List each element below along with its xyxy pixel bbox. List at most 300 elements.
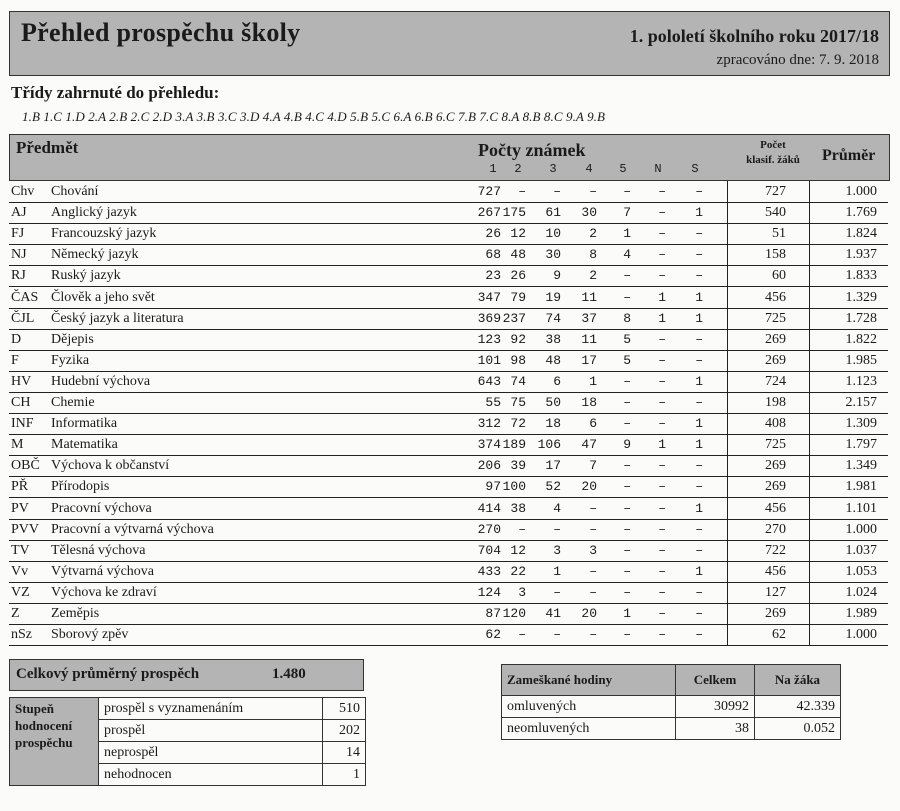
subject-name: Fyzika: [51, 352, 90, 368]
grade-col-header: 1: [489, 162, 497, 176]
classified-count: 724: [765, 373, 786, 389]
grade-count: –: [623, 395, 631, 410]
subject-code: ČJL: [11, 310, 35, 326]
grade-count: 20: [581, 479, 597, 495]
grade-count: 1: [695, 416, 703, 432]
subject-name: Výtvarná výchova: [51, 563, 155, 579]
grade-count: 414: [477, 500, 501, 516]
processed-date: zpracováno dne: 7. 9. 2018: [716, 52, 879, 68]
subject-name: Ruský jazyk: [51, 268, 121, 284]
grade-count: –: [658, 247, 666, 263]
grade-col-header: N: [654, 162, 662, 176]
grade-count: 74: [545, 310, 561, 326]
subject-code: INF: [11, 416, 34, 432]
subject-code: ČAS: [11, 289, 39, 305]
classified-count: 725: [765, 310, 786, 326]
column-divider: [809, 434, 810, 455]
column-divider: [809, 455, 810, 476]
table-row: [9, 223, 888, 245]
classified-count: 198: [765, 395, 786, 410]
subject-code: F: [11, 352, 19, 368]
stage-table: [9, 697, 366, 786]
grade-count: 123: [477, 331, 501, 347]
grade-count: 48: [545, 352, 561, 368]
grade-count: 68: [485, 247, 501, 263]
column-divider: [727, 498, 728, 519]
grade-count: –: [658, 500, 666, 516]
stage-item-label: prospěl: [99, 720, 323, 742]
subject-name: Výchova ke zdraví: [51, 584, 157, 600]
column-divider: [809, 181, 810, 202]
average: 1.728: [845, 310, 877, 326]
column-divider: [727, 308, 728, 329]
grade-count: 270: [477, 521, 501, 537]
classified-count: 62: [772, 627, 786, 643]
absence-table: [501, 664, 841, 740]
subject-name: Tělesná výchova: [51, 542, 146, 558]
page-title: Přehled prospěchu školy: [21, 18, 301, 47]
column-divider: [727, 223, 728, 244]
classified-count: 456: [765, 563, 786, 579]
grade-count: 4: [623, 247, 631, 263]
column-divider: [809, 265, 810, 286]
average: 1.000: [845, 184, 877, 199]
grade-count: 9: [553, 268, 561, 284]
table-row: [9, 603, 888, 625]
grade-count: 643: [477, 373, 501, 389]
grade-count: 52: [545, 479, 561, 495]
classified-count: 456: [765, 289, 786, 305]
classified-count: 456: [765, 500, 786, 516]
classified-count: 408: [765, 416, 786, 432]
column-divider: [727, 455, 728, 476]
grade-count: 1: [658, 289, 666, 305]
subject-name: Český jazyk a literatura: [51, 310, 184, 326]
column-divider: [727, 392, 728, 413]
column-divider: [727, 540, 728, 561]
grade-count: –: [658, 479, 666, 495]
grade-count: –: [589, 563, 597, 579]
average: 1.000: [845, 627, 877, 643]
subject-code: Vv: [11, 563, 29, 579]
grade-count: 22: [510, 563, 526, 579]
grade-count: 312: [477, 416, 501, 432]
grade-count: 62: [485, 627, 501, 643]
grade-count: 38: [510, 500, 526, 516]
grade-count: 3: [518, 584, 526, 600]
subject-name: Německý jazyk: [51, 247, 139, 263]
grade-count: –: [658, 458, 666, 474]
absence-row-total: 38: [676, 718, 755, 740]
average: 1.824: [845, 226, 877, 242]
column-divider: [809, 244, 810, 265]
column-divider: [727, 434, 728, 455]
subject-code: PV: [11, 500, 29, 516]
column-divider: [809, 202, 810, 223]
stage-item-value: 1: [323, 764, 366, 786]
overall-box: [9, 659, 364, 786]
grade-count: 26: [485, 226, 501, 242]
average: 1.101: [845, 500, 877, 516]
grade-count: 2: [589, 226, 597, 242]
table-row: [9, 624, 888, 646]
grade-count: 7: [589, 458, 597, 474]
column-divider: [727, 202, 728, 223]
column-divider: [809, 413, 810, 434]
grade-count: –: [695, 184, 703, 199]
table-row: [9, 265, 888, 287]
grade-count: 1: [658, 310, 666, 326]
column-divider: [727, 181, 728, 202]
grade-count: 189: [502, 437, 526, 453]
classified-count: 51: [772, 226, 786, 242]
grade-count: –: [658, 563, 666, 579]
column-divider: [727, 519, 728, 540]
subject-name: Výchova k občanství: [51, 458, 170, 474]
grade-count: 37: [581, 310, 597, 326]
grade-count: 1: [695, 373, 703, 389]
stage-item-label: neprospěl: [99, 742, 323, 764]
grade-count: –: [623, 500, 631, 516]
table-row: [9, 244, 888, 266]
table-row: [9, 434, 888, 456]
column-divider: [727, 476, 728, 497]
grade-count: –: [658, 184, 666, 199]
subject-code: FJ: [11, 226, 25, 242]
grade-count: 11: [581, 331, 597, 347]
grade-count: 106: [537, 437, 561, 453]
column-divider: [809, 350, 810, 371]
column-divider: [809, 308, 810, 329]
grade-count: –: [658, 268, 666, 284]
grade-count: 48: [510, 247, 526, 263]
absence-header-per: Na žáka: [755, 665, 841, 696]
subject-code: NJ: [11, 247, 27, 263]
grade-count: 72: [510, 416, 526, 432]
grade-count: –: [695, 458, 703, 474]
subject-name: Hudební výchova: [51, 373, 151, 389]
grade-count: 61: [545, 205, 561, 221]
absence-row-label: omluvených: [502, 696, 676, 718]
column-divider: [727, 413, 728, 434]
grade-count: –: [623, 416, 631, 432]
grade-count: –: [658, 584, 666, 600]
table-row: [9, 519, 888, 541]
grade-count: –: [623, 373, 631, 389]
grade-count: 12: [510, 542, 526, 558]
grade-count: 1: [695, 563, 703, 579]
classified-count: 269: [765, 479, 786, 495]
grade-count: –: [623, 542, 631, 558]
grade-count: 4: [553, 500, 561, 516]
grade-count: 1: [553, 563, 561, 579]
grade-count: 20: [581, 606, 597, 621]
grade-count: 30: [545, 247, 561, 263]
grade-count: –: [553, 627, 561, 643]
grade-count: 120: [502, 606, 526, 621]
table-row: [9, 498, 888, 520]
grade-count: 11: [581, 289, 597, 305]
column-divider: [809, 519, 810, 540]
table-row: [9, 413, 888, 435]
grade-count: 39: [510, 458, 526, 474]
grade-count: –: [695, 226, 703, 242]
grade-count: –: [623, 521, 631, 537]
grade-count: –: [553, 521, 561, 537]
subject-code: OBČ: [11, 458, 40, 474]
table-row: [9, 476, 888, 498]
column-divider: [727, 624, 728, 645]
grade-count: 18: [581, 395, 597, 410]
grade-count: 124: [477, 584, 501, 600]
grade-count: 5: [623, 331, 631, 347]
column-divider: [809, 371, 810, 392]
grade-count: –: [658, 521, 666, 537]
grade-count: –: [658, 331, 666, 347]
stage-label: Stupeň hodnocení prospěchu: [10, 698, 99, 786]
grade-count: –: [589, 521, 597, 537]
average: 1.329: [845, 289, 877, 305]
grade-count: –: [695, 331, 703, 347]
grade-count: 8: [589, 247, 597, 263]
table-row: [9, 540, 888, 562]
count-header-bottom: klasif. žáků: [746, 154, 800, 166]
grade-count: –: [695, 521, 703, 537]
subject-name: Pracovní výchova: [51, 500, 152, 516]
grade-count: 100: [502, 479, 526, 495]
average: 1.309: [845, 416, 877, 432]
average: 1.349: [845, 458, 877, 474]
column-divider: [727, 561, 728, 582]
grade-count: 1: [695, 205, 703, 221]
grade-count: –: [623, 268, 631, 284]
column-divider: [727, 329, 728, 350]
grade-count: –: [623, 627, 631, 643]
grade-count: 19: [545, 289, 561, 305]
stage-item-value: 202: [323, 720, 366, 742]
subject-code: nSz: [11, 627, 32, 643]
report-header: [9, 11, 890, 76]
average: 1.822: [845, 331, 877, 347]
grade-count: 1: [623, 606, 631, 621]
grade-count: 7: [623, 205, 631, 221]
grade-count: 9: [623, 437, 631, 453]
grade-count: 41: [545, 606, 561, 621]
grade-count: –: [623, 479, 631, 495]
subject-code: Z: [11, 606, 20, 621]
grade-count: 12: [510, 226, 526, 242]
subject-name: Přírodopis: [51, 479, 110, 495]
column-divider: [809, 561, 810, 582]
column-divider: [727, 287, 728, 308]
average: 1.769: [845, 205, 877, 221]
average: 2.157: [845, 395, 877, 410]
table-row: [9, 455, 888, 477]
subject-code: RJ: [11, 268, 26, 284]
grade-count: 2: [589, 268, 597, 284]
table-row: [9, 582, 888, 604]
grade-count: –: [695, 352, 703, 368]
absence-header-total: Celkem: [676, 665, 755, 696]
grade-count: –: [658, 352, 666, 368]
table-row: [9, 350, 888, 372]
grade-col-header: 4: [585, 162, 593, 176]
grade-count: –: [658, 373, 666, 389]
overall-header: [9, 659, 364, 691]
subject-name: Pracovní a výtvarná výchova: [51, 521, 214, 537]
classified-count: 540: [765, 205, 786, 221]
count-header-top: Počet: [760, 139, 786, 151]
grade-count: 704: [477, 542, 501, 558]
average-header: Průměr: [822, 147, 876, 164]
classified-count: 727: [765, 184, 786, 199]
column-divider: [727, 603, 728, 624]
stage-item-label: nehodnocen: [99, 764, 323, 786]
average: 1.024: [845, 584, 877, 600]
column-divider: [809, 540, 810, 561]
grade-count: –: [589, 500, 597, 516]
classified-count: 158: [765, 247, 786, 263]
subject-name: Francouzský jazyk: [51, 226, 157, 242]
grade-count: 23: [485, 268, 501, 284]
grade-count: 237: [502, 310, 526, 326]
stage-item-value: 510: [323, 698, 366, 720]
grade-count: 369: [477, 310, 501, 326]
subject-code: HV: [11, 373, 32, 389]
grade-count: 1: [695, 289, 703, 305]
grade-count: 3: [589, 542, 597, 558]
table-row: [9, 287, 888, 309]
classified-count: 269: [765, 331, 786, 347]
grade-count: –: [623, 184, 631, 199]
grade-count: 17: [545, 458, 561, 474]
column-divider: [809, 624, 810, 645]
grade-count: –: [695, 542, 703, 558]
grade-col-header: 3: [549, 162, 557, 176]
stage-item-label: prospěl s vyznamenáním: [99, 698, 323, 720]
grade-count: –: [589, 584, 597, 600]
column-divider: [809, 582, 810, 603]
grade-count: 1: [695, 310, 703, 326]
grade-count: 17: [581, 352, 597, 368]
classified-count: 725: [765, 437, 786, 453]
absence-row-label: neomluvených: [502, 718, 676, 740]
subject-code: D: [11, 331, 22, 347]
average: 1.833: [845, 268, 877, 284]
grade-count: 175: [502, 205, 526, 221]
column-divider: [809, 498, 810, 519]
column-divider: [809, 603, 810, 624]
subject-name: Anglický jazyk: [51, 205, 137, 221]
grade-count: 101: [477, 352, 501, 368]
grade-count: 30: [581, 205, 597, 221]
grade-count: 6: [553, 373, 561, 389]
grade-count: 727: [477, 184, 501, 199]
grade-count: 8: [623, 310, 631, 326]
grade-count: –: [518, 184, 526, 199]
grade-count: 87: [485, 606, 501, 621]
grade-count: 1: [589, 373, 597, 389]
table-row: [9, 329, 888, 351]
table-row: [9, 392, 888, 414]
average: 1.053: [845, 563, 877, 579]
grade-count: 6: [589, 416, 597, 432]
grade-count: 1: [623, 226, 631, 242]
average: 1.797: [845, 437, 877, 453]
classified-count: 127: [765, 584, 786, 600]
subject-name: Matematika: [51, 437, 118, 453]
table-row: [9, 561, 888, 583]
subject-name: Sborový zpěv: [51, 627, 129, 643]
period-label: 1. pololetí školního roku 2017/18: [629, 26, 879, 46]
classified-count: 269: [765, 606, 786, 621]
average: 1.937: [845, 247, 877, 263]
grade-count: 1: [695, 500, 703, 516]
column-divider: [727, 265, 728, 286]
column-divider: [727, 350, 728, 371]
classified-count: 269: [765, 352, 786, 368]
stage-item-value: 14: [323, 742, 366, 764]
grade-count: –: [658, 542, 666, 558]
absence-row-total: 30992: [676, 696, 755, 718]
grade-count: 97: [485, 479, 501, 495]
grade-count: 267: [477, 205, 501, 221]
grade-count: 18: [545, 416, 561, 432]
overall-label: Celkový průměrný prospěch: [16, 666, 200, 682]
grade-count: 47: [581, 437, 597, 453]
grade-count: –: [695, 395, 703, 410]
grade-count: 92: [510, 331, 526, 347]
counts-header: Počty známek: [478, 140, 586, 160]
grade-count: 3: [553, 542, 561, 558]
absence-header-label: Zameškané hodiny: [502, 665, 676, 696]
grade-count: 50: [545, 395, 561, 410]
grade-count: 75: [510, 395, 526, 410]
grade-count: 55: [485, 395, 501, 410]
grades-table-header: [9, 134, 890, 181]
grade-count: –: [623, 289, 631, 305]
column-divider: [809, 287, 810, 308]
grade-count: –: [658, 226, 666, 242]
grade-count: 38: [545, 331, 561, 347]
subject-name: Chemie: [51, 395, 95, 410]
grade-count: –: [695, 606, 703, 621]
column-divider: [809, 392, 810, 413]
grade-count: –: [589, 184, 597, 199]
average: 1.985: [845, 352, 877, 368]
average: 1.000: [845, 521, 877, 537]
grade-count: 206: [477, 458, 501, 474]
grade-count: –: [695, 584, 703, 600]
grade-count: 10: [545, 226, 561, 242]
grade-count: –: [518, 521, 526, 537]
grade-count: 98: [510, 352, 526, 368]
absence-row-per: 42.339: [755, 696, 841, 718]
grade-count: 433: [477, 563, 501, 579]
grade-count: 374: [477, 437, 501, 453]
subject-code: AJ: [11, 205, 27, 221]
grade-count: –: [695, 247, 703, 263]
grade-count: 347: [477, 289, 501, 305]
subject-name: Zeměpis: [51, 606, 100, 621]
table-row: [9, 371, 888, 393]
grade-count: –: [518, 627, 526, 643]
grade-count: 74: [510, 373, 526, 389]
grade-count: 79: [510, 289, 526, 305]
classified-count: 60: [772, 268, 786, 284]
overall-value: 1.480: [272, 666, 306, 682]
average: 1.981: [845, 479, 877, 495]
